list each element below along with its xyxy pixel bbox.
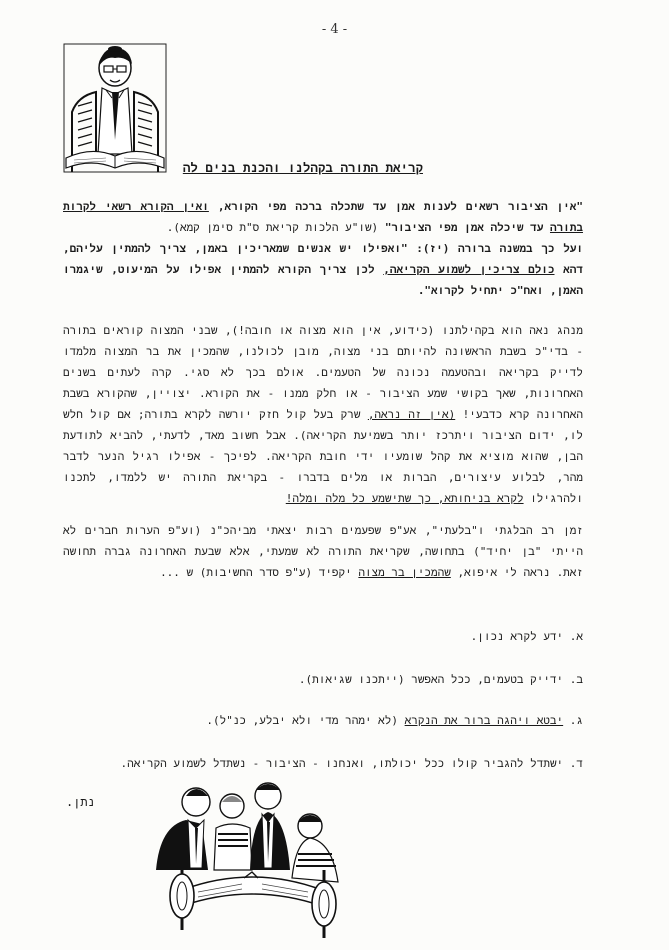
list-item-d: ד. ישתדל להגביר קולו ככל יכולתו, ואנחנו - הציבור - נשתדל לשמוע הקריאה.: [120, 757, 583, 770]
article-title: קריאת התורה בקהלנו והכנת בנים לה: [182, 160, 423, 175]
recent-years-text: קרה לעתים בשנים האחרונות, שאך בקושי שמע הציבור - או חלק ממנו - את הקורא. יצויין, שהקורא בשבת האחרונה קרא כדבעי!: [63, 366, 583, 421]
mishna-berura-quote: ועל כך במשנה ברורה (יז): "ואפילו יש אנשים שמאריכין באמן, צריך להמתין עליהם, דהא: [63, 242, 583, 276]
personal-text: זמן רב הבלגתי ו"בלעתי", אע"פ שפעמים רבות יצאתי מביהכ"נ (וע"פ הערות חברים לא הייתי "בן יחיד") בתחושה, שקריאת התורה לא שמעתי, אלא שבעת האחרונה גברה תחושה זאת.: [63, 524, 583, 579]
parenthetical-underlined: (אין זה נראה,: [367, 408, 456, 421]
quote-source: (שו"ע הלכות קריאת ס"ת סימן קמא).: [166, 221, 379, 234]
page-number: - 4 -: [321, 22, 348, 37]
signature: נתן.: [66, 795, 95, 809]
item-c-letter: ג.: [569, 714, 583, 727]
list-item-c: [206, 714, 583, 728]
importance-text: שרק בעל קול חזק יורשה לקרא בתורה; אם קול חלש לו, ידום הציבור ויתרכז יותר בשמיעת הקריאה). אבל חשוב מאד, לדעתי, להביא לתודעת הבן, שהוא מוציא את קהל שומעיו ידי חובת הקריאה. לפיכך - אפילו רגיל הנער לדבר מהר, לבלוע עיצורים, הברות או מלים בדברו - בקריאת התורה יש ללמדו, לתכנו ולהרגילו: [63, 408, 583, 505]
priority-text: יקפיד (ע"פ סדר החשיבות) ש ...: [160, 566, 352, 579]
item-c-rest: (לא ימהר מדי ולא יבלע, כנ"ל).: [206, 714, 398, 727]
therefore-text: נראה לי איפוא,: [457, 566, 550, 579]
custom-text: מנהג נאה הוא בקהילתנו (כידוע, אין הוא מצוה או חובה!), שבני המצוה קוראים בתורה - בדי"כ בשבת הראשונה להיותם בני מצוה, מובן לכולנו, שהמכין את בר המצוה מלמדו לדייק בקריאה ובהטעמה נכונה של הטעמים. אולם בכך לא סגי.: [63, 324, 584, 379]
intro-quotation: [63, 196, 583, 301]
quote-opening: "אין הציבור רשאים לענות אמן עד שתכלה ברכה מפי הקורא,: [217, 200, 584, 213]
list-item-a: א. ידע לקרא נכון.: [470, 630, 583, 643]
torah-reader-illustration: [62, 42, 168, 174]
mishna-conclusion: לכן צריך הקורא להמתין אפילו על המיעוט, שיגמרו האמן, ואח"כ יתחיל לקרוא".: [63, 263, 583, 297]
quote-underlined: ואין הקורא רשאי לקרות בתורה: [63, 200, 583, 234]
paragraph-custom: [63, 320, 583, 509]
mishna-underlined: כולם צריכין לשמוע הקריאה,: [383, 263, 555, 276]
congregation-torah-illustration: [152, 778, 352, 942]
paragraph-personal: [63, 520, 583, 583]
quote-bold: עד שיכלה אמן מפי הציבור": [384, 221, 544, 234]
read-slowly-underlined: לקרא בניחותא, כך שתישמע כל מלה ומלה!: [285, 492, 524, 505]
item-c-underlined: יבטא ויהגה ברור את הנקרא: [404, 714, 564, 727]
list-item-b: ב. ידייק בטעמים, ככל האפשר (ייתכנו שגיאות).: [298, 673, 583, 686]
preparer-underlined: שהמכין בר מצוה: [358, 566, 451, 579]
